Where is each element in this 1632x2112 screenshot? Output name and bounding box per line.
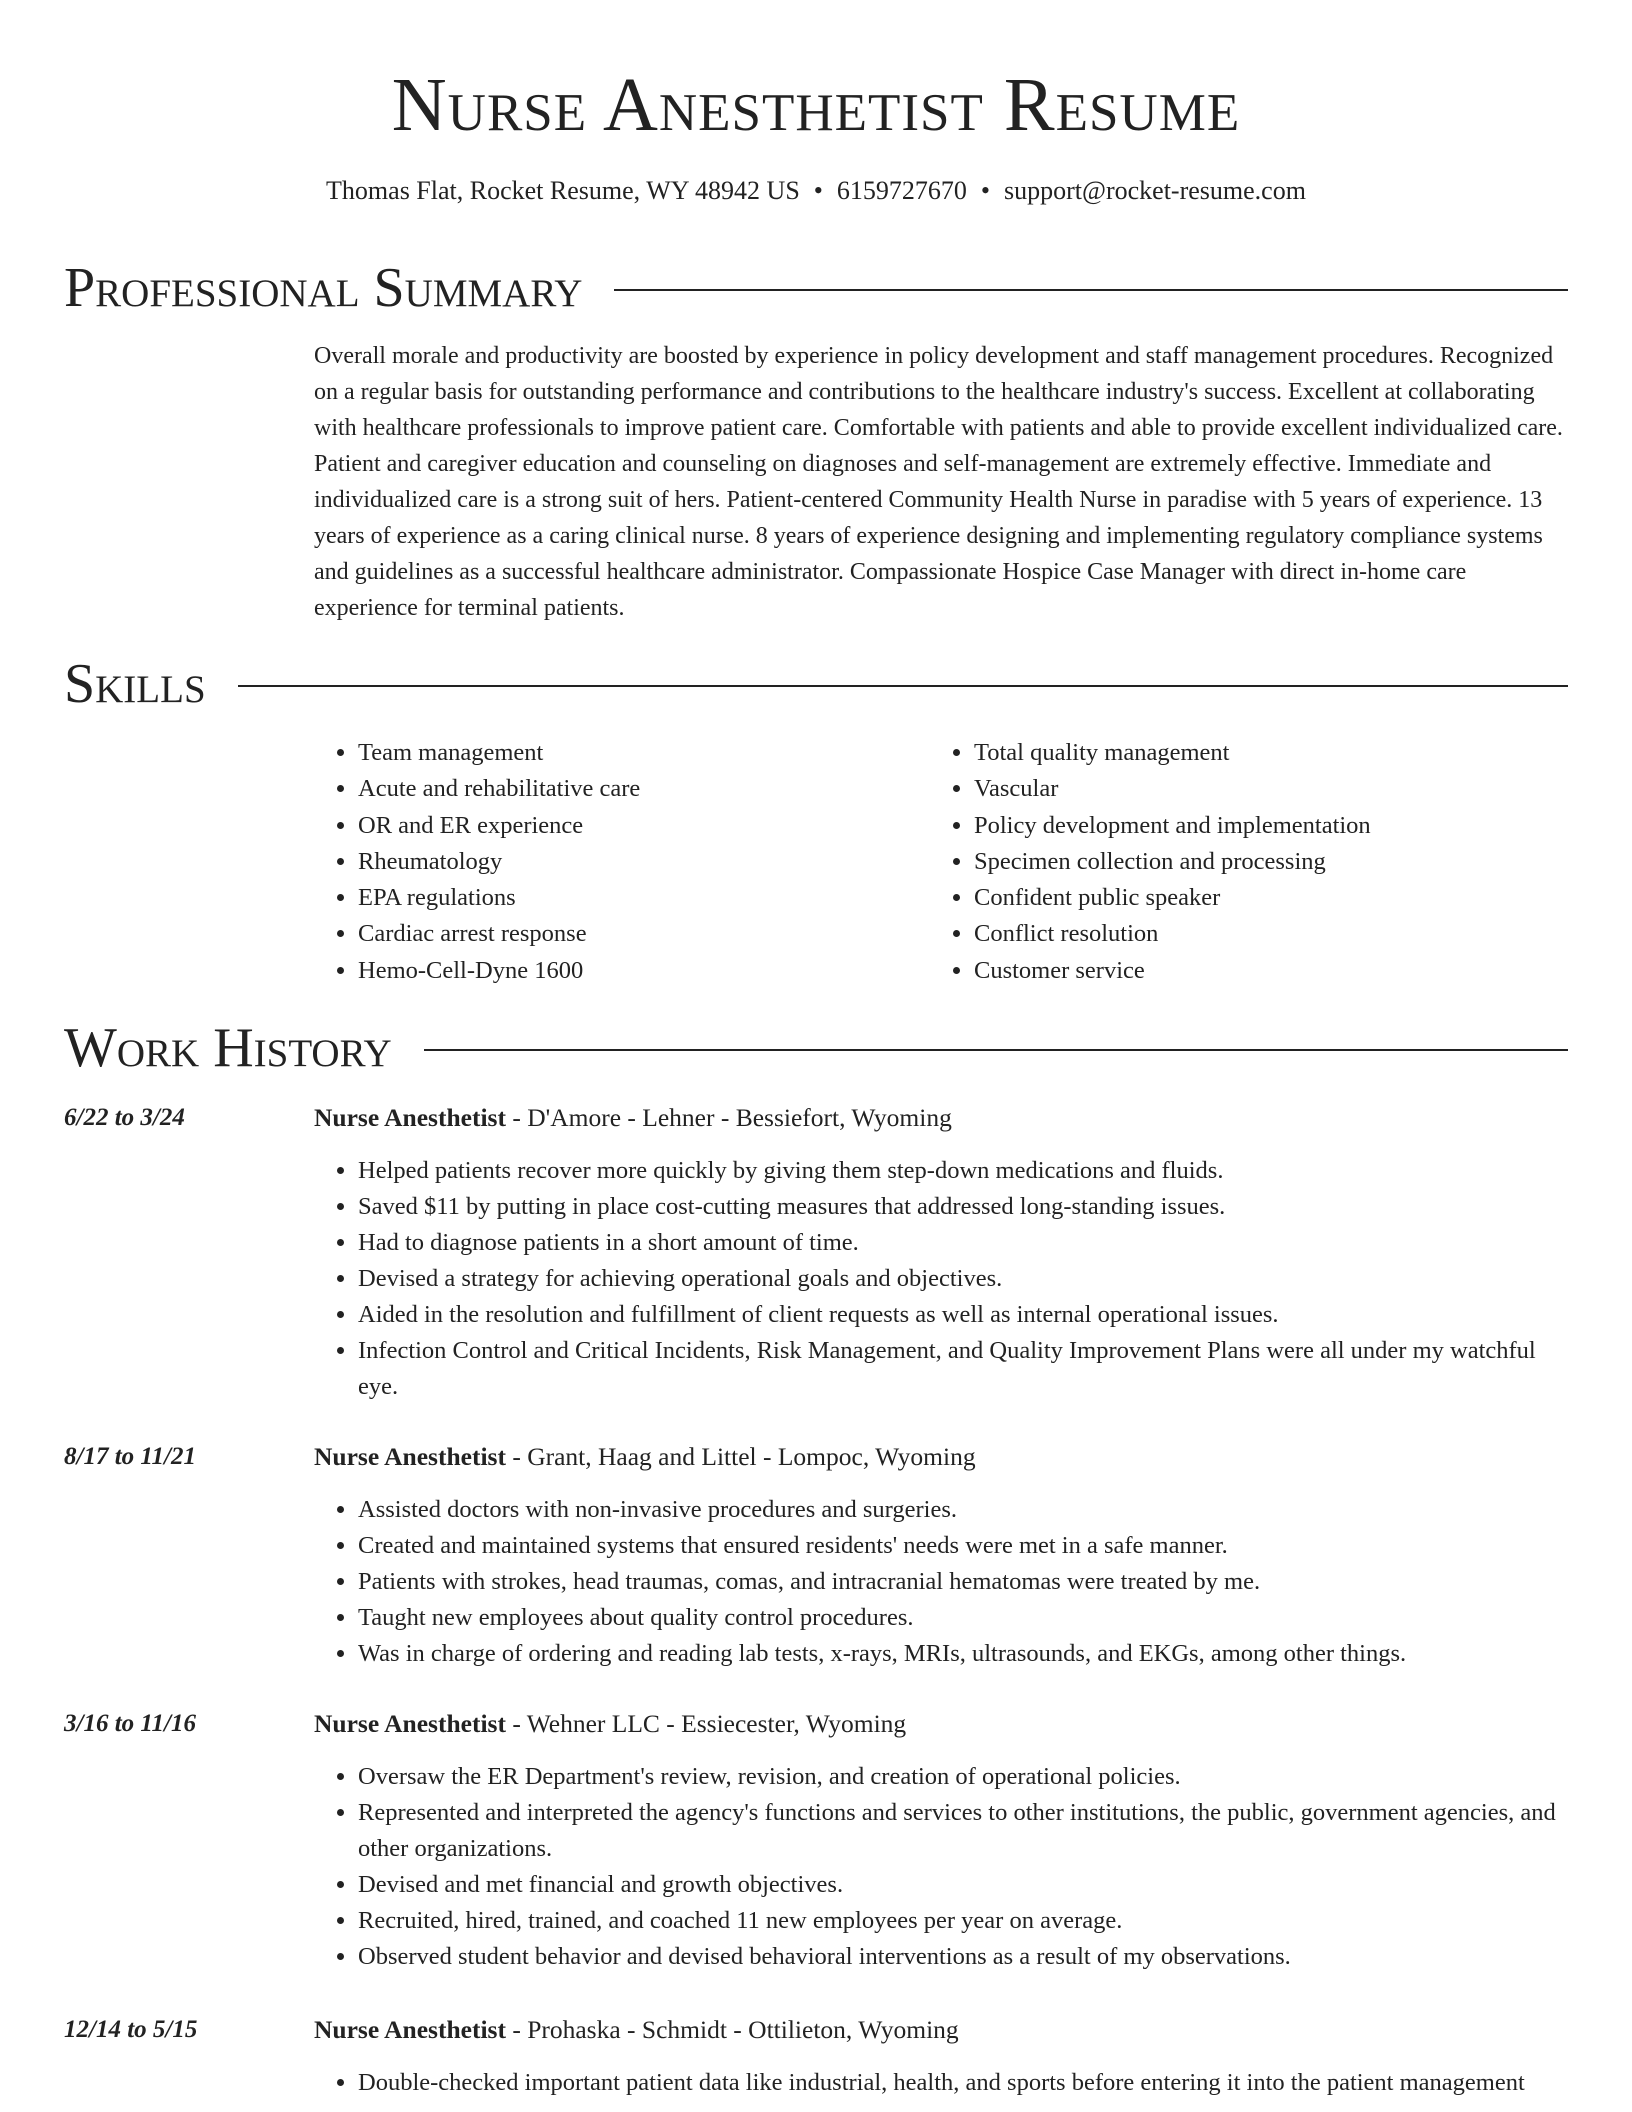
job-title: Nurse Anesthetist (314, 2015, 506, 2044)
job-duty-item: • Patients with strokes, head traumas, comas, and intracranial hematomas were treated by me. (358, 1564, 1568, 1600)
contact-line (0, 174, 1632, 208)
work-history-heading: Work History (64, 1017, 392, 1079)
job-title: Nurse Anesthetist (314, 1442, 506, 1471)
job-duty-item: • Saved $11 by putting in place cost-cutting measures that addressed long-standing issues. (358, 1189, 1568, 1225)
job-duty-item: • Assisted doctors with non-invasive procedures and surgeries. (358, 1492, 1568, 1528)
skill-item: • Hemo-Cell-Dyne 1600 (358, 953, 918, 989)
skill-item: • EPA regulations (358, 880, 918, 916)
contact-separator: • (813, 176, 823, 205)
skill-item: • Customer service (974, 953, 1614, 989)
job-header (314, 1706, 906, 1742)
skill-item: • OR and ER experience (358, 808, 918, 844)
job-dates: 6/22 to 3/24 (64, 1104, 185, 1131)
job-duty-item: • Created and maintained systems that ensured residents' needs were met in a safe manner. (358, 1528, 1568, 1564)
job-dates: 12/14 to 5/15 (64, 2016, 198, 2043)
contact-separator: • (980, 176, 991, 205)
job-duties-list (314, 1153, 1568, 1405)
job-header (314, 1439, 976, 1475)
job-employer-location: - Prohaska - Schmidt - Ottilieton, Wyoming (505, 2015, 959, 2044)
skill-item: • Acute and rehabilitative care (358, 771, 918, 807)
skills-list-left (314, 735, 918, 989)
contact-phone: 6159727670 (836, 176, 967, 205)
summary-heading: Professional Summary (64, 257, 583, 319)
job-duty-item: • Helped patients recover more quickly by giving them step-down medications and fluids. (358, 1153, 1568, 1189)
job-employer-location: - D'Amore - Lehner - Bessiefort, Wyoming (505, 1103, 952, 1132)
job-duties-list (314, 1759, 1568, 1975)
job-duty-item: • Double-checked important patient data like industrial, health, and sports before entering it into the patient management (358, 2065, 1568, 2101)
summary-section-heading (64, 253, 1568, 323)
skill-item: • Cardiac arrest response (358, 916, 918, 952)
skill-item: • Conflict resolution (974, 916, 1614, 952)
skills-list-right (930, 735, 1614, 989)
job-header (314, 2012, 959, 2048)
section-divider (238, 685, 1568, 687)
job-duty-item: • Devised a strategy for achieving operational goals and objectives. (358, 1261, 1568, 1297)
job-duties-list (314, 1492, 1568, 1672)
skills-heading: Skills (64, 653, 206, 715)
resume-title: Nurse Anesthetist Resume (391, 63, 1241, 147)
job-duty-item: • Infection Control and Critical Incidents, Risk Management, and Quality Improvement Plans were all under my watchful eye. (358, 1333, 1568, 1405)
job-duty-item: • Observed student behavior and devised behavioral interventions as a result of my observations. (358, 1939, 1568, 1975)
work-history-section-heading (64, 1013, 1568, 1083)
job-duty-item: • Oversaw the ER Department's review, revision, and creation of operational policies. (358, 1759, 1568, 1795)
job-employer-location: - Grant, Haag and Littel - Lompoc, Wyoming (505, 1442, 976, 1471)
skill-item: • Team management (358, 735, 918, 771)
job-duties-list (314, 2065, 1568, 2101)
job-duty-item: • Recruited, hired, trained, and coached 11 new employees per year on average. (358, 1903, 1568, 1939)
job-duty-item: • Had to diagnose patients in a short amount of time. (358, 1225, 1568, 1261)
section-divider (614, 289, 1568, 291)
skill-item: • Vascular (974, 771, 1614, 807)
skill-item: • Specimen collection and processing (974, 844, 1614, 880)
contact-address: Thomas Flat, Rocket Resume, WY 48942 US (326, 176, 800, 205)
job-title: Nurse Anesthetist (314, 1709, 506, 1738)
job-employer-location: - Wehner LLC - Essiecester, Wyoming (505, 1709, 907, 1738)
section-divider (424, 1049, 1568, 1051)
summary-text: Overall morale and productivity are boosted by experience in policy development and staff management procedures. Recognized on a regular basis for outstanding performance and contributions to the healthcare industry's success. Excellent at collaborating with healthcare professionals to improve patient care. Comfortable with patients and able to provide excellent individualized care. Patient and caregiver education and counseling on diagnoses and self-management are extremely effective. Immediate and individualized care is a strong suit of hers. Patient-centered Community Health Nurse in paradise with 5 years of experience. 13 years of experience as a caring clinical nurse. 8 years of experience designing and implementing regulatory compliance systems and guidelines as a successful healthcare administrator. Compassionate Hospice Case Manager with direct in-home care experience for terminal patients. (314, 343, 1563, 621)
job-title: Nurse Anesthetist (314, 1103, 506, 1132)
job-duty-item: • Aided in the resolution and fulfillment of client requests as well as internal operational issues. (358, 1297, 1568, 1333)
skills-section-heading (64, 649, 1568, 719)
skill-item: • Confident public speaker (974, 880, 1614, 916)
job-duty-item: • Represented and interpreted the agency's functions and services to other institutions, the public, government agencies, and other organizations. (358, 1795, 1568, 1867)
skill-item: • Total quality management (974, 735, 1614, 771)
contact-email: support@rocket-resume.com (1004, 176, 1306, 205)
job-duty-item: • Taught new employees about quality control procedures. (358, 1600, 1568, 1636)
job-duty-item: • Was in charge of ordering and reading lab tests, x-rays, MRIs, ultrasounds, and EKGs, among other things. (358, 1636, 1568, 1672)
skill-item: • Rheumatology (358, 844, 918, 880)
job-header (314, 1100, 952, 1136)
job-dates: 3/16 to 11/16 (64, 1710, 196, 1737)
job-duty-item: • Devised and met financial and growth objectives. (358, 1867, 1568, 1903)
job-dates: 8/17 to 11/21 (64, 1443, 196, 1470)
skill-item: • Policy development and implementation (974, 808, 1614, 844)
